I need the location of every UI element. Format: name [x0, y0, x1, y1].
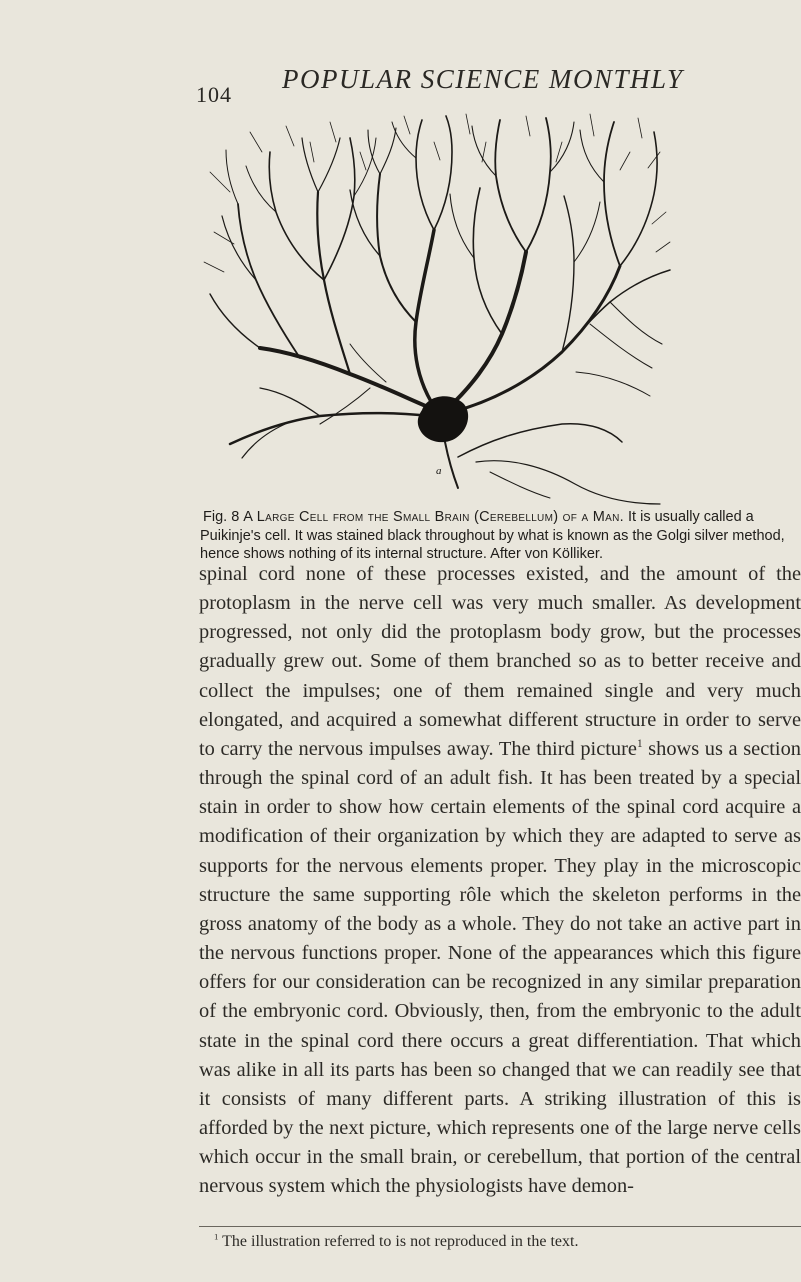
figure-label-a: a [436, 465, 442, 477]
figure-caption [200, 508, 801, 564]
figure-number: Fig. 8 [203, 509, 240, 525]
purkinje-cell-illustration [190, 112, 680, 508]
footnote [214, 1233, 794, 1251]
body-paragraph-a: spinal cord none of these processes existed, and the amount of the protoplasm in the nerve cell was very much smaller. As development progressed, not only did the protoplasm body grow, but the processes gradually grew out. Some of them branched so as to better receive and collect the impulses; one of them remained single and very much elongated, and acquired a somewhat different structure in order to serve to carry the nervous impulses away. The third picture [199, 563, 801, 760]
body-paragraph [199, 560, 801, 1201]
footnote-reference[interactable]: 1 [636, 738, 643, 751]
footnote-divider [199, 1226, 801, 1227]
footnote-marker: 1 [214, 1231, 219, 1242]
figure-title: A Large Cell from the Small Brain (Cerebellum) of a Man. [243, 509, 624, 525]
running-title: POPULAR SCIENCE MONTHLY [282, 64, 684, 94]
page-number: 104 [196, 82, 232, 107]
body-text [199, 560, 801, 1201]
body-paragraph-b: shows us a section through the spinal cord of an adult fish. It has been treated by a special stain in order to show how certain elements of the spinal cord acquire a modification of their organization by which they are adapted to serve as supports for the nervous elements proper. They play in the microscopic structure the same supporting rôle which the skeleton performs in the gross anatomy of the body as a whole. They do not take an active part in the nervous functions proper. None of the appearances which this figure offers for our consideration can be recognized in any similar preparation of the embryonic cord. Obviously, then, from the embryonic to the adult state in the spinal cord there occurs a great differentiation. That which was alike in all its parts has been so changed that we can readily see that it consists of many different parts. A striking illustration of this is afforded by the next picture, which represents one of the large nerve cells which occur in the small brain, or cerebellum, that portion of the central nervous system which the physiologists have demon- [199, 737, 801, 1198]
purkinje-cell-figure [190, 112, 680, 508]
figure-caption-text: It is usually called a Puikinje's cell. It was stained black throughout by what is known as the Golgi silver method, hence shows nothing of its internal structure. After von Kölliker. [200, 509, 785, 563]
footnote-text: The illustration referred to is not reproduced in the text. [222, 1233, 579, 1250]
